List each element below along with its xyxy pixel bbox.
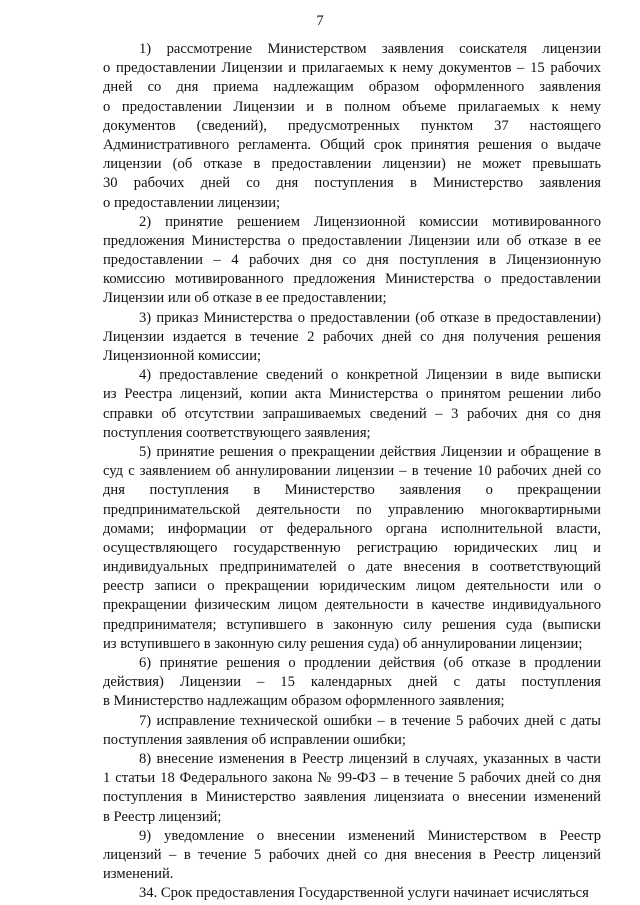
text-line: поступления соответствующего заявления; — [103, 424, 371, 441]
text-line: 2) принятие решением Лицензионной комиссии мотивированного — [139, 213, 601, 230]
text-line: поступления заявления об исправлении ошибки; — [103, 731, 406, 748]
paragraph-item-8 — [103, 750, 601, 827]
text-line: дней со дня приема надлежащим образом оформленного заявления — [103, 79, 601, 96]
text-line: суд с заявлением об аннулировании лицензии – в течение 10 рабочих дней со — [103, 463, 601, 480]
text-line: 34. Срок предоставления Государственной услуги начинает исчисляться — [139, 885, 589, 902]
text-line: в Министерство надлежащим образом оформленного заявления; — [103, 693, 505, 710]
text-line: предпринимателя; вступившего в законную силу решения суда (выписки — [103, 616, 601, 633]
text-line: Лицензионной комиссии; — [103, 348, 262, 364]
text-line: 6) принятие решения о продлении действия (об отказе в продлении — [139, 655, 601, 671]
document-body — [103, 40, 601, 903]
text-line: о предоставлении Лицензии и в полном объеме прилагаемых к нему — [103, 98, 601, 115]
text-line: индивидуальных предпринимателей о дате внесения в соответствующий — [103, 559, 601, 576]
paragraph-item-4 — [103, 366, 601, 443]
text-line: 5) принятие решения о прекращении действия Лицензии и обращение в — [139, 443, 601, 460]
text-line: о предоставлении лицензии; — [103, 194, 281, 211]
text-line: документов (сведений), предусмотренных пунктом 37 настоящего — [103, 117, 601, 134]
text-line: реестр записи о прекращении юридическим лицом деятельности или о — [103, 578, 601, 595]
text-line: 4) предоставление сведений о конкретной Лицензии в виде выписки — [139, 367, 601, 384]
paragraph-item-5 — [103, 443, 601, 654]
text-line: осуществляющего государственную регистрацию юридических лиц и — [103, 539, 601, 556]
text-line: комиссию мотивированного предложения Министерства о предоставлении — [103, 271, 601, 288]
text-line: из Реестра лицензий, копии акта Министерства о принятом решении либо — [103, 386, 601, 403]
text-line: Лицензии или об отказе в ее предоставлении; — [103, 290, 387, 307]
text-line: дня поступления в Министерство заявления о прекращении — [103, 482, 601, 499]
text-line: лицензии (об отказе в предоставлении лицензии) не может превышать — [103, 156, 601, 173]
paragraph-item-34 — [103, 884, 601, 903]
text-line: прекращении физическим лицом деятельности в качестве индивидуального — [103, 597, 601, 614]
paragraph-item-6 — [103, 654, 601, 712]
text-line: о предоставлении Лицензии и прилагаемых к нему документов – 15 рабочих — [103, 60, 601, 77]
text-line: 1) рассмотрение Министерством заявления соискателя лицензии — [139, 41, 601, 57]
paragraph-item-3 — [103, 309, 601, 367]
text-line: 1 статьи 18 Федерального закона № 99-ФЗ – в течение 5 рабочих дней со дня — [103, 770, 601, 787]
text-line: поступления в Министерство заявления лицензиата о внесении изменений — [103, 789, 601, 806]
text-line: лицензий – в течение 5 рабочих дней со дня внесения в Реестр лицензий — [103, 846, 601, 863]
paragraph-item-9 — [103, 827, 601, 885]
text-line: 9) уведомление о внесении изменений Министерством в Реестр — [139, 827, 601, 844]
text-line: домами; информации от федерального органа исполнительной власти, — [103, 520, 601, 537]
text-line: предложения Министерства о предоставлении Лицензии или об отказе в ее — [103, 232, 601, 249]
text-line: изменений. — [103, 866, 174, 883]
text-line: 8) внесение изменения в Реестр лицензий в случаях, указанных в части — [139, 750, 601, 767]
text-line: справки об отсутствии запрашиваемых сведений – 3 рабочих дня со дня — [103, 405, 601, 422]
paragraph-item-1 — [103, 40, 601, 213]
paragraph-item-2 — [103, 213, 601, 309]
paragraph-item-7 — [103, 712, 601, 750]
text-line: предпринимательской деятельности по управлению многоквартирными — [103, 501, 601, 518]
text-line: 7) исправление технической ошибки – в течение 5 рабочих дней с даты — [139, 712, 601, 729]
text-line: Административного регламента. Общий срок принятия решения о выдаче — [103, 136, 601, 153]
text-line: Лицензии издается в течение 2 рабочих дней со дня получения решения — [103, 328, 601, 345]
text-line: 3) приказ Министерства о предоставлении (об отказе в предоставлении) — [139, 309, 601, 326]
text-line: 30 рабочих дней со дня поступления в Министерство заявления — [103, 175, 601, 192]
text-line: действия) Лицензии – 15 календарных дней с даты поступления — [103, 674, 601, 691]
text-line: предоставлении – 4 рабочих дня со дня поступления в Лицензионную — [103, 252, 601, 269]
text-line: из вступившего в законную силу решения суда) об аннулировании лицензии; — [103, 635, 583, 652]
text-line: в Реестр лицензий; — [103, 808, 222, 825]
page-number: 7 — [316, 13, 324, 29]
